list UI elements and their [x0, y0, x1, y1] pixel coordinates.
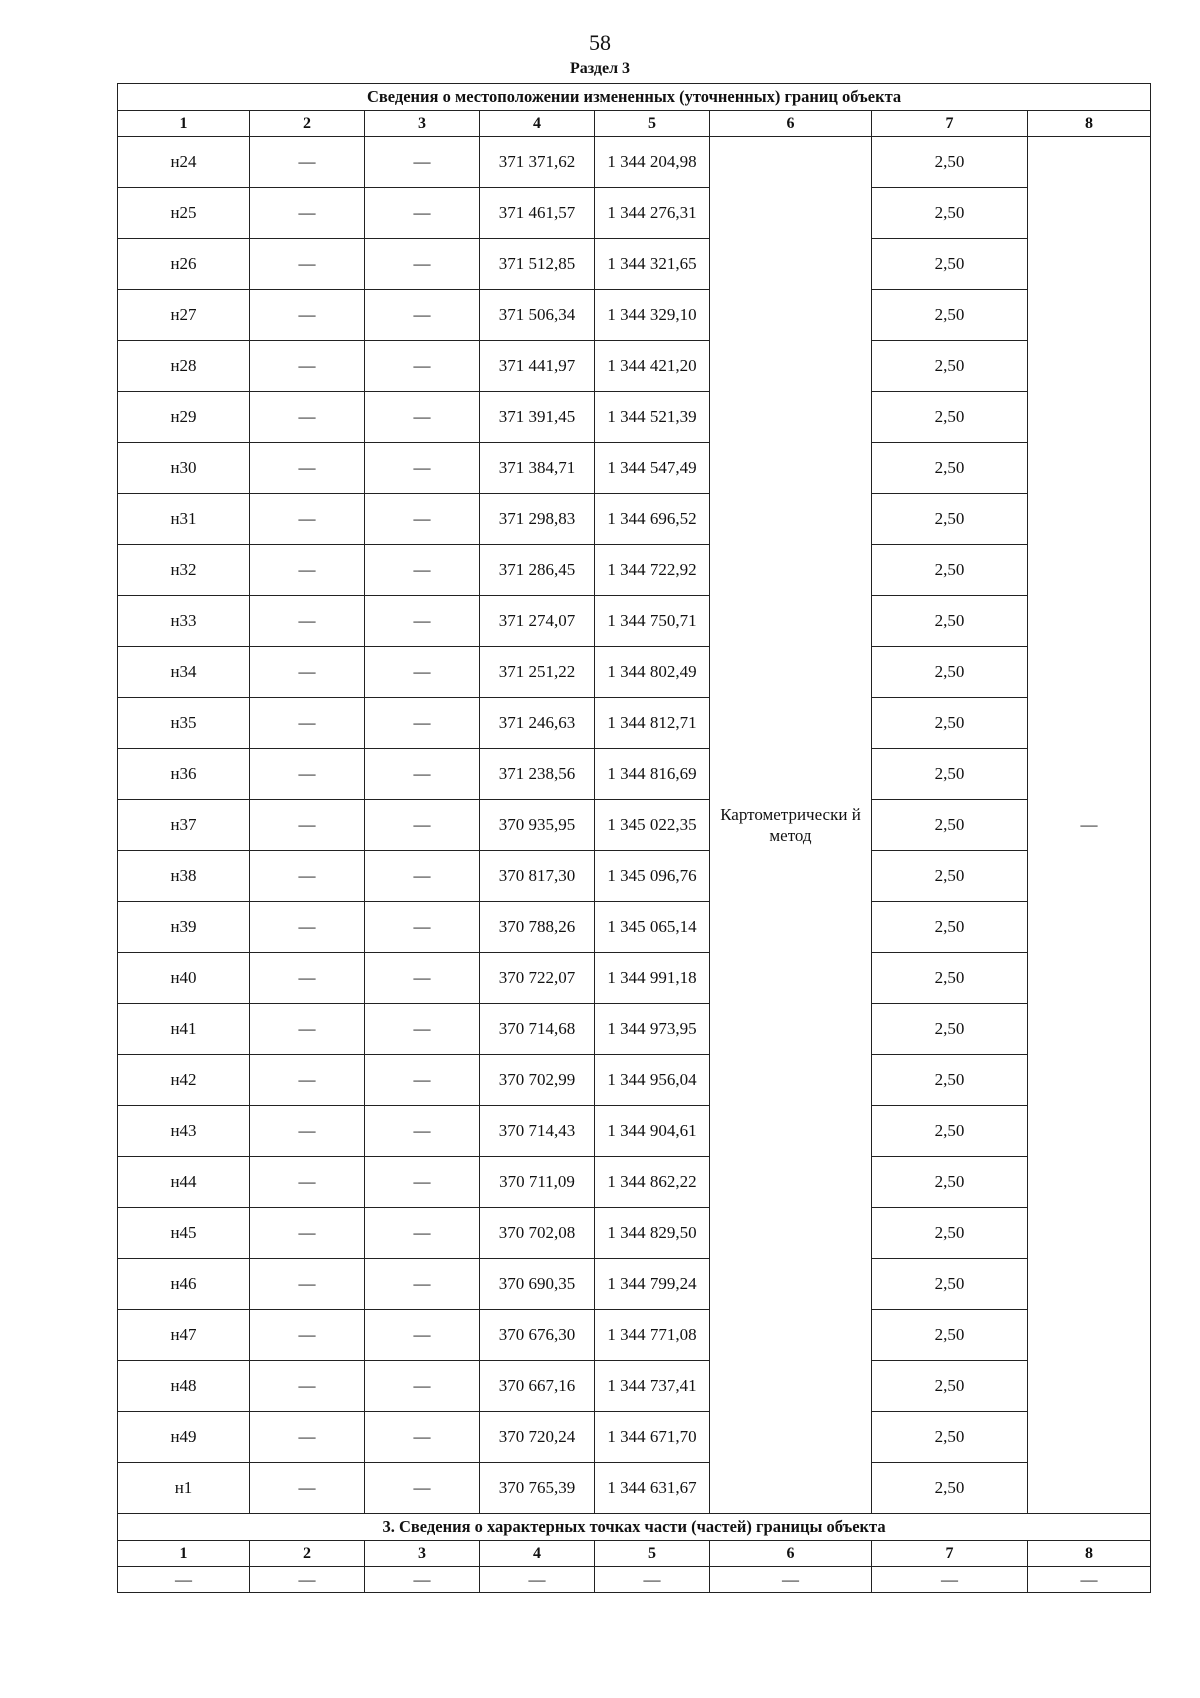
boundary-table: [117, 83, 1151, 1593]
part-cell: —: [118, 1567, 250, 1593]
col2-value: —: [250, 443, 365, 494]
point-name: н25: [118, 188, 250, 239]
column-header: 7: [872, 1541, 1028, 1567]
column-header: 8: [1028, 1541, 1151, 1567]
x-coordinate: 371 506,34: [480, 290, 595, 341]
x-coordinate: 371 371,62: [480, 137, 595, 188]
x-coordinate: 371 238,56: [480, 749, 595, 800]
col2-value: —: [250, 800, 365, 851]
col3-value: —: [365, 392, 480, 443]
point-name: н34: [118, 647, 250, 698]
col3-value: —: [365, 290, 480, 341]
x-coordinate: 370 765,39: [480, 1463, 595, 1514]
y-coordinate: 1 345 022,35: [595, 800, 710, 851]
col2-value: —: [250, 1055, 365, 1106]
table-row: [118, 443, 1151, 494]
col3-value: —: [365, 1361, 480, 1412]
column-header: 3: [365, 1541, 480, 1567]
point-name: н46: [118, 1259, 250, 1310]
column-header-row: [118, 111, 1151, 137]
accuracy-value: 2,50: [872, 1208, 1028, 1259]
y-coordinate: 1 344 321,65: [595, 239, 710, 290]
col3-value: —: [365, 1310, 480, 1361]
point-name: н30: [118, 443, 250, 494]
y-coordinate: 1 344 737,41: [595, 1361, 710, 1412]
table-row: [118, 800, 1151, 851]
table-row: [118, 596, 1151, 647]
column-header: 1: [118, 1541, 250, 1567]
table-row: [118, 1055, 1151, 1106]
col3-value: —: [365, 1259, 480, 1310]
col2-value: —: [250, 545, 365, 596]
col3-value: —: [365, 851, 480, 902]
col2-value: —: [250, 392, 365, 443]
table-row: [118, 188, 1151, 239]
table-row: [118, 1567, 1151, 1593]
x-coordinate: 370 935,95: [480, 800, 595, 851]
accuracy-value: 2,50: [872, 851, 1028, 902]
y-coordinate: 1 344 696,52: [595, 494, 710, 545]
col2-value: —: [250, 494, 365, 545]
accuracy-value: 2,50: [872, 1310, 1028, 1361]
x-coordinate: 371 384,71: [480, 443, 595, 494]
col3-value: —: [365, 749, 480, 800]
point-name: н45: [118, 1208, 250, 1259]
col2-value: —: [250, 188, 365, 239]
col2-value: —: [250, 596, 365, 647]
part-cell: —: [480, 1567, 595, 1593]
y-coordinate: 1 344 421,20: [595, 341, 710, 392]
x-coordinate: 371 441,97: [480, 341, 595, 392]
x-coordinate: 370 702,99: [480, 1055, 595, 1106]
col2-value: —: [250, 239, 365, 290]
col3-value: —: [365, 953, 480, 1004]
column-header: 2: [250, 1541, 365, 1567]
column-header: 4: [480, 111, 595, 137]
x-coordinate: 371 512,85: [480, 239, 595, 290]
col3-value: —: [365, 647, 480, 698]
x-coordinate: 371 286,45: [480, 545, 595, 596]
point-name: н38: [118, 851, 250, 902]
col2-value: —: [250, 137, 365, 188]
col3-value: —: [365, 494, 480, 545]
y-coordinate: 1 344 802,49: [595, 647, 710, 698]
point-name: н33: [118, 596, 250, 647]
accuracy-value: 2,50: [872, 1259, 1028, 1310]
col3-value: —: [365, 188, 480, 239]
part-cell: —: [595, 1567, 710, 1593]
point-name: н47: [118, 1310, 250, 1361]
col2-value: —: [250, 1106, 365, 1157]
page-number: 58: [589, 30, 611, 55]
accuracy-value: 2,50: [872, 1463, 1028, 1514]
col2-value: —: [250, 1412, 365, 1463]
col8-merged-cell: —: [1028, 137, 1151, 1514]
part-cell: —: [872, 1567, 1028, 1593]
point-name: н41: [118, 1004, 250, 1055]
col2-value: —: [250, 902, 365, 953]
accuracy-value: 2,50: [872, 188, 1028, 239]
y-coordinate: 1 344 547,49: [595, 443, 710, 494]
col2-value: —: [250, 1157, 365, 1208]
col3-value: —: [365, 698, 480, 749]
y-coordinate: 1 344 631,67: [595, 1463, 710, 1514]
col2-value: —: [250, 698, 365, 749]
x-coordinate: 371 251,22: [480, 647, 595, 698]
x-coordinate: 370 788,26: [480, 902, 595, 953]
col2-value: —: [250, 851, 365, 902]
col3-value: —: [365, 1004, 480, 1055]
point-name: н39: [118, 902, 250, 953]
section-title: Раздел 3: [569, 60, 631, 77]
col3-value: —: [365, 800, 480, 851]
col3-value: —: [365, 137, 480, 188]
accuracy-value: 2,50: [872, 1004, 1028, 1055]
y-coordinate: 1 344 973,95: [595, 1004, 710, 1055]
col3-value: —: [365, 341, 480, 392]
column-header: 2: [250, 111, 365, 137]
point-name: н24: [118, 137, 250, 188]
point-name: н48: [118, 1361, 250, 1412]
accuracy-value: 2,50: [872, 1106, 1028, 1157]
accuracy-value: 2,50: [872, 1157, 1028, 1208]
point-name: н40: [118, 953, 250, 1004]
point-name: н32: [118, 545, 250, 596]
x-coordinate: 371 391,45: [480, 392, 595, 443]
y-coordinate: 1 344 521,39: [595, 392, 710, 443]
col2-value: —: [250, 1004, 365, 1055]
column-header: 8: [1028, 111, 1151, 137]
accuracy-value: 2,50: [872, 1055, 1028, 1106]
table-row: [118, 290, 1151, 341]
col2-value: —: [250, 953, 365, 1004]
y-coordinate: 1 344 812,71: [595, 698, 710, 749]
table-row: [118, 953, 1151, 1004]
part-cell: —: [1028, 1567, 1151, 1593]
column-header-row: [118, 1541, 1151, 1567]
accuracy-value: 2,50: [872, 392, 1028, 443]
table-row: [118, 698, 1151, 749]
method-cell: Картометрически й метод: [710, 137, 872, 1514]
accuracy-value: 2,50: [872, 443, 1028, 494]
point-name: н29: [118, 392, 250, 443]
table-row: [118, 902, 1151, 953]
y-coordinate: 1 344 671,70: [595, 1412, 710, 1463]
x-coordinate: 370 667,16: [480, 1361, 595, 1412]
point-name: н44: [118, 1157, 250, 1208]
part-cell: —: [365, 1567, 480, 1593]
accuracy-value: 2,50: [872, 902, 1028, 953]
col2-value: —: [250, 1310, 365, 1361]
col3-value: —: [365, 1208, 480, 1259]
point-name: н26: [118, 239, 250, 290]
table-row: [118, 341, 1151, 392]
table-row: [118, 1310, 1151, 1361]
accuracy-value: 2,50: [872, 953, 1028, 1004]
accuracy-value: 2,50: [872, 545, 1028, 596]
y-coordinate: 1 344 904,61: [595, 1106, 710, 1157]
table-row: [118, 1004, 1151, 1055]
part-caption: 3. Сведения о характерных точках части (частей) границы объекта: [118, 1514, 1151, 1541]
table-row: [118, 1157, 1151, 1208]
x-coordinate: 370 714,68: [480, 1004, 595, 1055]
col3-value: —: [365, 596, 480, 647]
col3-value: —: [365, 902, 480, 953]
x-coordinate: 370 676,30: [480, 1310, 595, 1361]
point-name: н27: [118, 290, 250, 341]
table-row: [118, 749, 1151, 800]
col3-value: —: [365, 1157, 480, 1208]
point-name: н36: [118, 749, 250, 800]
column-header: 7: [872, 111, 1028, 137]
x-coordinate: 371 246,63: [480, 698, 595, 749]
point-name: н1: [118, 1463, 250, 1514]
table-row: [118, 1463, 1151, 1514]
col2-value: —: [250, 1361, 365, 1412]
col3-value: —: [365, 239, 480, 290]
column-header: 6: [710, 1541, 872, 1567]
column-header: 3: [365, 111, 480, 137]
part-cell: —: [710, 1567, 872, 1593]
table-row: [118, 545, 1151, 596]
accuracy-value: 2,50: [872, 494, 1028, 545]
column-header: 4: [480, 1541, 595, 1567]
accuracy-value: 2,50: [872, 239, 1028, 290]
y-coordinate: 1 344 991,18: [595, 953, 710, 1004]
y-coordinate: 1 344 862,22: [595, 1157, 710, 1208]
table-row: [118, 1361, 1151, 1412]
x-coordinate: 371 461,57: [480, 188, 595, 239]
x-coordinate: 370 690,35: [480, 1259, 595, 1310]
accuracy-value: 2,50: [872, 341, 1028, 392]
y-coordinate: 1 344 329,10: [595, 290, 710, 341]
col3-value: —: [365, 443, 480, 494]
table-row: [118, 647, 1151, 698]
accuracy-value: 2,50: [872, 290, 1028, 341]
col2-value: —: [250, 290, 365, 341]
table-row: [118, 392, 1151, 443]
y-coordinate: 1 344 204,98: [595, 137, 710, 188]
col3-value: —: [365, 1463, 480, 1514]
x-coordinate: 370 720,24: [480, 1412, 595, 1463]
table-row: [118, 239, 1151, 290]
y-coordinate: 1 344 956,04: [595, 1055, 710, 1106]
table-row: [118, 1259, 1151, 1310]
accuracy-value: 2,50: [872, 698, 1028, 749]
x-coordinate: 370 722,07: [480, 953, 595, 1004]
table-row: [118, 1412, 1151, 1463]
y-coordinate: 1 344 722,92: [595, 545, 710, 596]
table-caption: Сведения о местоположении измененных (уточненных) границ объекта: [118, 84, 1151, 111]
accuracy-value: 2,50: [872, 1412, 1028, 1463]
point-name: н28: [118, 341, 250, 392]
point-name: н42: [118, 1055, 250, 1106]
accuracy-value: 2,50: [872, 800, 1028, 851]
table-row: [118, 494, 1151, 545]
x-coordinate: 370 817,30: [480, 851, 595, 902]
accuracy-value: 2,50: [872, 1361, 1028, 1412]
accuracy-value: 2,50: [872, 596, 1028, 647]
y-coordinate: 1 344 771,08: [595, 1310, 710, 1361]
point-name: н43: [118, 1106, 250, 1157]
y-coordinate: 1 345 096,76: [595, 851, 710, 902]
x-coordinate: 370 714,43: [480, 1106, 595, 1157]
col2-value: —: [250, 1259, 365, 1310]
col2-value: —: [250, 341, 365, 392]
table-row: [118, 1106, 1151, 1157]
part-cell: —: [250, 1567, 365, 1593]
accuracy-value: 2,50: [872, 137, 1028, 188]
table-row: [118, 1208, 1151, 1259]
point-name: н37: [118, 800, 250, 851]
col3-value: —: [365, 545, 480, 596]
point-name: н35: [118, 698, 250, 749]
x-coordinate: 371 274,07: [480, 596, 595, 647]
accuracy-value: 2,50: [872, 749, 1028, 800]
y-coordinate: 1 344 829,50: [595, 1208, 710, 1259]
col3-value: —: [365, 1055, 480, 1106]
x-coordinate: 370 711,09: [480, 1157, 595, 1208]
x-coordinate: 370 702,08: [480, 1208, 595, 1259]
column-header: 1: [118, 111, 250, 137]
y-coordinate: 1 344 799,24: [595, 1259, 710, 1310]
column-header: 6: [710, 111, 872, 137]
col2-value: —: [250, 647, 365, 698]
column-header: 5: [595, 1541, 710, 1567]
col3-value: —: [365, 1412, 480, 1463]
table-row: [118, 137, 1151, 188]
table-row: [118, 851, 1151, 902]
y-coordinate: 1 344 750,71: [595, 596, 710, 647]
y-coordinate: 1 345 065,14: [595, 902, 710, 953]
col2-value: —: [250, 1463, 365, 1514]
col3-value: —: [365, 1106, 480, 1157]
col2-value: —: [250, 749, 365, 800]
point-name: н31: [118, 494, 250, 545]
column-header: 5: [595, 111, 710, 137]
y-coordinate: 1 344 276,31: [595, 188, 710, 239]
col2-value: —: [250, 1208, 365, 1259]
x-coordinate: 371 298,83: [480, 494, 595, 545]
accuracy-value: 2,50: [872, 647, 1028, 698]
point-name: н49: [118, 1412, 250, 1463]
y-coordinate: 1 344 816,69: [595, 749, 710, 800]
